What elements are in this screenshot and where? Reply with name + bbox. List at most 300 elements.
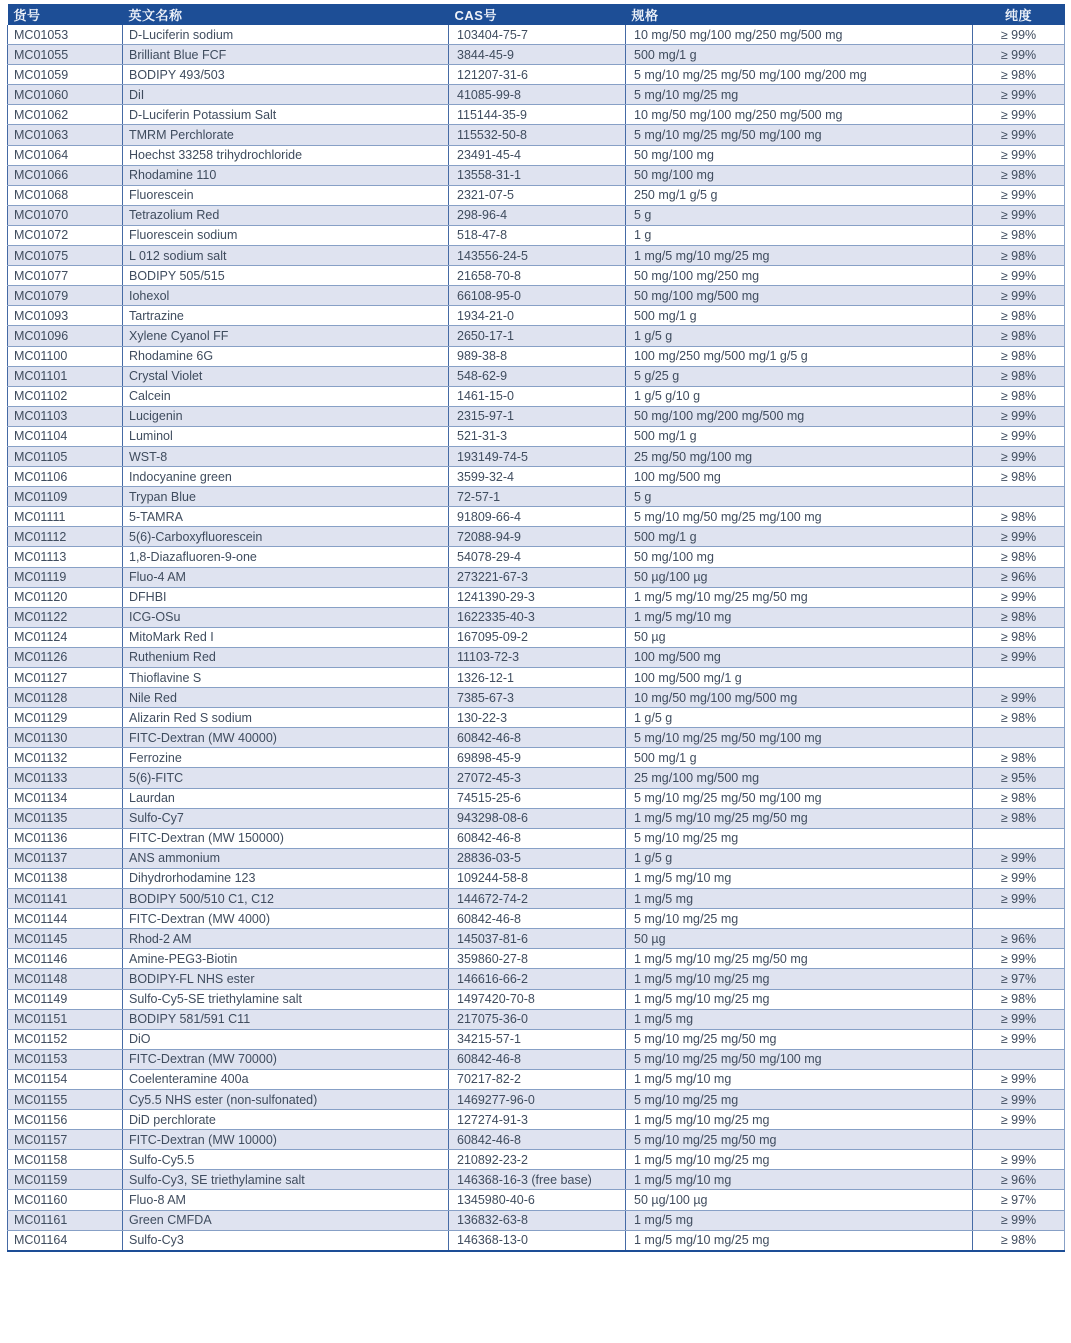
cell-catalog-number: MC01129 <box>8 708 123 728</box>
cell-cas-number: 3599-32-4 <box>449 467 626 487</box>
cell-catalog-number: MC01063 <box>8 125 123 145</box>
cell-purity: ≥ 99% <box>973 185 1065 205</box>
cell-product-name: DiO <box>123 1029 449 1049</box>
cell-cas-number: 193149-74-5 <box>449 446 626 466</box>
cell-cas-number: 21658-70-8 <box>449 266 626 286</box>
cell-catalog-number: MC01132 <box>8 748 123 768</box>
cell-catalog-number: MC01141 <box>8 889 123 909</box>
table-row <box>8 587 1065 607</box>
cell-cas-number: 27072-45-3 <box>449 768 626 788</box>
cell-purity: ≥ 98% <box>973 225 1065 245</box>
product-table <box>7 4 1065 1252</box>
cell-purity: ≥ 98% <box>973 306 1065 326</box>
cell-specification: 25 mg/50 mg/100 mg <box>626 446 973 466</box>
cell-cas-number: 7385-67-3 <box>449 688 626 708</box>
cell-purity: ≥ 99% <box>973 949 1065 969</box>
cell-purity: ≥ 98% <box>973 808 1065 828</box>
cell-product-name: Dihydrorhodamine 123 <box>123 868 449 888</box>
cell-catalog-number: MC01157 <box>8 1130 123 1150</box>
cell-catalog-number: MC01096 <box>8 326 123 346</box>
cell-specification: 5 mg/10 mg/25 mg/50 mg/100 mg/200 mg <box>626 65 973 85</box>
cell-cas-number: 146616-66-2 <box>449 969 626 989</box>
cell-specification: 250 mg/1 g/5 g <box>626 185 973 205</box>
cell-specification: 50 µg/100 µg <box>626 567 973 587</box>
cell-specification: 100 mg/250 mg/500 mg/1 g/5 g <box>626 346 973 366</box>
cell-specification: 5 mg/10 mg/50 mg/25 mg/100 mg <box>626 507 973 527</box>
cell-purity: ≥ 99% <box>973 125 1065 145</box>
cell-cas-number: 144672-74-2 <box>449 889 626 909</box>
cell-cas-number: 943298-08-6 <box>449 808 626 828</box>
cell-product-name: Amine-PEG3-Biotin <box>123 949 449 969</box>
cell-cas-number: 146368-16-3 (free base) <box>449 1170 626 1190</box>
cell-specification: 1 mg/5 mg/10 mg/25 mg/50 mg <box>626 808 973 828</box>
cell-product-name: Rhod-2 AM <box>123 929 449 949</box>
cell-specification: 1 mg/5 mg/10 mg <box>626 1170 973 1190</box>
cell-product-name: Sulfo-Cy3 <box>123 1230 449 1251</box>
cell-cas-number: 54078-29-4 <box>449 547 626 567</box>
table-row <box>8 467 1065 487</box>
cell-catalog-number: MC01113 <box>8 547 123 567</box>
cell-product-name: DFHBI <box>123 587 449 607</box>
cell-purity: ≥ 98% <box>973 788 1065 808</box>
cell-purity: ≥ 99% <box>973 868 1065 888</box>
cell-catalog-number: MC01136 <box>8 828 123 848</box>
cell-product-name: Indocyanine green <box>123 467 449 487</box>
cell-product-name: Sulfo-Cy3, SE triethylamine salt <box>123 1170 449 1190</box>
cell-catalog-number: MC01153 <box>8 1049 123 1069</box>
cell-catalog-number: MC01126 <box>8 647 123 667</box>
table-row <box>8 1049 1065 1069</box>
cell-purity: ≥ 99% <box>973 266 1065 286</box>
cell-cas-number: 989-38-8 <box>449 346 626 366</box>
cell-catalog-number: MC01060 <box>8 85 123 105</box>
cell-catalog-number: MC01102 <box>8 386 123 406</box>
cell-product-name: Tetrazolium Red <box>123 205 449 225</box>
table-row <box>8 828 1065 848</box>
cell-purity: ≥ 98% <box>973 507 1065 527</box>
cell-catalog-number: MC01105 <box>8 446 123 466</box>
cell-specification: 50 µg <box>626 627 973 647</box>
cell-cas-number: 72-57-1 <box>449 487 626 507</box>
cell-product-name: DiD perchlorate <box>123 1110 449 1130</box>
cell-product-name: Crystal Violet <box>123 366 449 386</box>
table-row <box>8 185 1065 205</box>
cell-cas-number: 1461-15-0 <box>449 386 626 406</box>
table-row <box>8 286 1065 306</box>
cell-product-name: Laurdan <box>123 788 449 808</box>
cell-catalog-number: MC01109 <box>8 487 123 507</box>
table-row <box>8 125 1065 145</box>
table-row <box>8 326 1065 346</box>
cell-product-name: ANS ammonium <box>123 848 449 868</box>
cell-specification: 50 mg/100 mg <box>626 547 973 567</box>
cell-product-name: FITC-Dextran (MW 70000) <box>123 1049 449 1069</box>
cell-catalog-number: MC01158 <box>8 1150 123 1170</box>
cell-catalog-number: MC01151 <box>8 1009 123 1029</box>
table-row <box>8 366 1065 386</box>
cell-cas-number: 115532-50-8 <box>449 125 626 145</box>
cell-purity: ≥ 99% <box>973 688 1065 708</box>
cell-catalog-number: MC01155 <box>8 1089 123 1109</box>
cell-specification: 1 mg/5 mg/10 mg/25 mg/50 mg <box>626 587 973 607</box>
cell-catalog-number: MC01104 <box>8 426 123 446</box>
cell-cas-number: 60842-46-8 <box>449 728 626 748</box>
table-row <box>8 25 1065 45</box>
cell-purity: ≥ 97% <box>973 1190 1065 1210</box>
cell-specification: 1 g/5 g <box>626 708 973 728</box>
table-header-row <box>8 4 1065 25</box>
cell-specification: 10 mg/50 mg/100 mg/500 mg <box>626 688 973 708</box>
cell-catalog-number: MC01077 <box>8 266 123 286</box>
cell-product-name: 5-TAMRA <box>123 507 449 527</box>
cell-catalog-number: MC01064 <box>8 145 123 165</box>
cell-specification: 5 mg/10 mg/25 mg/50 mg/100 mg <box>626 1049 973 1069</box>
table-row <box>8 386 1065 406</box>
table-row <box>8 1230 1065 1251</box>
cell-cas-number: 1326-12-1 <box>449 668 626 688</box>
table-row <box>8 145 1065 165</box>
cell-purity: ≥ 98% <box>973 386 1065 406</box>
table-row <box>8 225 1065 245</box>
cell-product-name: Rhodamine 110 <box>123 165 449 185</box>
cell-catalog-number: MC01164 <box>8 1230 123 1251</box>
table-row <box>8 65 1065 85</box>
table-row <box>8 688 1065 708</box>
cell-purity: ≥ 98% <box>973 467 1065 487</box>
cell-product-name: Lucigenin <box>123 406 449 426</box>
cell-catalog-number: MC01144 <box>8 909 123 929</box>
cell-specification: 1 mg/5 mg <box>626 889 973 909</box>
cell-product-name: FITC-Dextran (MW 10000) <box>123 1130 449 1150</box>
cell-catalog-number: MC01119 <box>8 567 123 587</box>
cell-cas-number: 72088-94-9 <box>449 527 626 547</box>
cell-specification: 1 mg/5 mg/10 mg <box>626 868 973 888</box>
cell-purity: ≥ 98% <box>973 246 1065 266</box>
table-row <box>8 1069 1065 1089</box>
cell-catalog-number: MC01075 <box>8 246 123 266</box>
cell-product-name: MitoMark Red I <box>123 627 449 647</box>
cell-product-name: Trypan Blue <box>123 487 449 507</box>
cell-specification: 5 mg/10 mg/25 mg <box>626 828 973 848</box>
cell-catalog-number: MC01149 <box>8 989 123 1009</box>
cell-specification: 1 mg/5 mg/10 mg/25 mg <box>626 1110 973 1130</box>
table-row <box>8 607 1065 627</box>
cell-specification: 50 mg/100 mg/200 mg/500 mg <box>626 406 973 426</box>
cell-specification: 5 g/25 g <box>626 366 973 386</box>
cell-product-name: BODIPY 493/503 <box>123 65 449 85</box>
cell-purity: ≥ 96% <box>973 567 1065 587</box>
cell-catalog-number: MC01053 <box>8 25 123 45</box>
cell-product-name: 5(6)-Carboxyfluorescein <box>123 527 449 547</box>
cell-cas-number: 1497420-70-8 <box>449 989 626 1009</box>
cell-catalog-number: MC01145 <box>8 929 123 949</box>
cell-cas-number: 66108-95-0 <box>449 286 626 306</box>
cell-purity: ≥ 95% <box>973 768 1065 788</box>
cell-specification: 100 mg/500 mg <box>626 647 973 667</box>
cell-product-name: ICG-OSu <box>123 607 449 627</box>
cell-purity <box>973 487 1065 507</box>
cell-product-name: D-Luciferin sodium <box>123 25 449 45</box>
cell-catalog-number: MC01152 <box>8 1029 123 1049</box>
cell-cas-number: 60842-46-8 <box>449 1130 626 1150</box>
cell-specification: 5 g <box>626 205 973 225</box>
cell-catalog-number: MC01062 <box>8 105 123 125</box>
cell-purity: ≥ 99% <box>973 1009 1065 1029</box>
cell-specification: 10 mg/50 mg/100 mg/250 mg/500 mg <box>626 25 973 45</box>
cell-specification: 1 mg/5 mg/10 mg/25 mg <box>626 1230 973 1251</box>
cell-product-name: Luminol <box>123 426 449 446</box>
table-row <box>8 306 1065 326</box>
table-row <box>8 748 1065 768</box>
table-row <box>8 668 1065 688</box>
cell-product-name: L 012 sodium salt <box>123 246 449 266</box>
cell-product-name: BODIPY 505/515 <box>123 266 449 286</box>
cell-catalog-number: MC01068 <box>8 185 123 205</box>
cell-specification: 5 mg/10 mg/25 mg <box>626 85 973 105</box>
table-row <box>8 989 1065 1009</box>
cell-purity: ≥ 96% <box>973 929 1065 949</box>
cell-purity: ≥ 99% <box>973 848 1065 868</box>
cell-specification: 1 mg/5 mg/10 mg <box>626 1069 973 1089</box>
cell-product-name: Hoechst 33258 trihydrochloride <box>123 145 449 165</box>
cell-catalog-number: MC01133 <box>8 768 123 788</box>
cell-catalog-number: MC01122 <box>8 607 123 627</box>
cell-purity: ≥ 98% <box>973 708 1065 728</box>
table-row <box>8 346 1065 366</box>
cell-catalog-number: MC01148 <box>8 969 123 989</box>
cell-cas-number: 91809-66-4 <box>449 507 626 527</box>
cell-catalog-number: MC01106 <box>8 467 123 487</box>
cell-cas-number: 1241390-29-3 <box>449 587 626 607</box>
cell-product-name: Sulfo-Cy7 <box>123 808 449 828</box>
cell-catalog-number: MC01120 <box>8 587 123 607</box>
cell-specification: 50 mg/100 mg <box>626 145 973 165</box>
cell-specification: 500 mg/1 g <box>626 45 973 65</box>
table-row <box>8 527 1065 547</box>
table-row <box>8 246 1065 266</box>
cell-catalog-number: MC01072 <box>8 225 123 245</box>
cell-cas-number: 34215-57-1 <box>449 1029 626 1049</box>
cell-product-name: FITC-Dextran (MW 4000) <box>123 909 449 929</box>
cell-product-name: Thioflavine S <box>123 668 449 688</box>
cell-specification: 5 mg/10 mg/25 mg/50 mg/100 mg <box>626 728 973 748</box>
table-row <box>8 627 1065 647</box>
cell-cas-number: 74515-25-6 <box>449 788 626 808</box>
cell-specification: 1 mg/5 mg/10 mg/25 mg <box>626 1150 973 1170</box>
cell-specification: 5 mg/10 mg/25 mg/50 mg/100 mg <box>626 125 973 145</box>
cell-product-name: Tartrazine <box>123 306 449 326</box>
cell-product-name: Sulfo-Cy5-SE triethylamine salt <box>123 989 449 1009</box>
table-row <box>8 808 1065 828</box>
table-row <box>8 949 1065 969</box>
cell-specification: 100 mg/500 mg/1 g <box>626 668 973 688</box>
cell-purity: ≥ 98% <box>973 989 1065 1009</box>
cell-purity <box>973 1049 1065 1069</box>
cell-product-name: Fluorescein <box>123 185 449 205</box>
table-row <box>8 1210 1065 1230</box>
cell-cas-number: 210892-23-2 <box>449 1150 626 1170</box>
cell-catalog-number: MC01055 <box>8 45 123 65</box>
cell-purity: ≥ 99% <box>973 1089 1065 1109</box>
table-row <box>8 647 1065 667</box>
cell-purity: ≥ 98% <box>973 627 1065 647</box>
cell-specification: 1 mg/5 mg/10 mg/25 mg <box>626 246 973 266</box>
cell-cas-number: 11103-72-3 <box>449 647 626 667</box>
cell-specification: 1 mg/5 mg/10 mg <box>626 607 973 627</box>
cell-product-name: Ruthenium Red <box>123 647 449 667</box>
table-row <box>8 507 1065 527</box>
cell-catalog-number: MC01059 <box>8 65 123 85</box>
cell-cas-number: 13558-31-1 <box>449 165 626 185</box>
table-row <box>8 446 1065 466</box>
cell-cas-number: 28836-03-5 <box>449 848 626 868</box>
cell-purity: ≥ 98% <box>973 547 1065 567</box>
cell-purity <box>973 828 1065 848</box>
cell-specification: 1 g/5 g <box>626 848 973 868</box>
table-row <box>8 848 1065 868</box>
cell-product-name: Iohexol <box>123 286 449 306</box>
cell-cas-number: 69898-45-9 <box>449 748 626 768</box>
cell-product-name: FITC-Dextran (MW 40000) <box>123 728 449 748</box>
cell-purity: ≥ 99% <box>973 889 1065 909</box>
col-header-specification: 规格 <box>626 4 973 25</box>
cell-product-name: Coelenteramine 400a <box>123 1069 449 1089</box>
cell-cas-number: 273221-67-3 <box>449 567 626 587</box>
cell-catalog-number: MC01135 <box>8 808 123 828</box>
cell-cas-number: 136832-63-8 <box>449 1210 626 1230</box>
cell-product-name: Alizarin Red S sodium <box>123 708 449 728</box>
cell-purity: ≥ 99% <box>973 145 1065 165</box>
table-row <box>8 1130 1065 1150</box>
cell-specification: 1 g/5 g/10 g <box>626 386 973 406</box>
cell-purity: ≥ 99% <box>973 527 1065 547</box>
cell-purity: ≥ 99% <box>973 426 1065 446</box>
cell-catalog-number: MC01093 <box>8 306 123 326</box>
cell-cas-number: 103404-75-7 <box>449 25 626 45</box>
cell-cas-number: 146368-13-0 <box>449 1230 626 1251</box>
table-row <box>8 567 1065 587</box>
cell-product-name: 5(6)-FITC <box>123 768 449 788</box>
cell-purity: ≥ 99% <box>973 85 1065 105</box>
cell-purity: ≥ 98% <box>973 346 1065 366</box>
cell-catalog-number: MC01146 <box>8 949 123 969</box>
cell-specification: 100 mg/500 mg <box>626 467 973 487</box>
table-row <box>8 708 1065 728</box>
cell-cas-number: 1934-21-0 <box>449 306 626 326</box>
cell-catalog-number: MC01100 <box>8 346 123 366</box>
cell-product-name: Xylene Cyanol FF <box>123 326 449 346</box>
cell-cas-number: 359860-27-8 <box>449 949 626 969</box>
cell-purity: ≥ 99% <box>973 45 1065 65</box>
cell-specification: 5 mg/10 mg/25 mg <box>626 1089 973 1109</box>
cell-cas-number: 548-62-9 <box>449 366 626 386</box>
cell-cas-number: 2650-17-1 <box>449 326 626 346</box>
cell-catalog-number: MC01079 <box>8 286 123 306</box>
cell-catalog-number: MC01111 <box>8 507 123 527</box>
cell-product-name: Fluorescein sodium <box>123 225 449 245</box>
cell-product-name: TMRM Perchlorate <box>123 125 449 145</box>
cell-purity <box>973 1130 1065 1150</box>
cell-cas-number: 3844-45-9 <box>449 45 626 65</box>
cell-specification: 5 mg/10 mg/25 mg/50 mg <box>626 1130 973 1150</box>
cell-cas-number: 127274-91-3 <box>449 1110 626 1130</box>
cell-product-name: Sulfo-Cy5.5 <box>123 1150 449 1170</box>
table-row <box>8 909 1065 929</box>
cell-product-name: WST-8 <box>123 446 449 466</box>
cell-catalog-number: MC01154 <box>8 1069 123 1089</box>
cell-cas-number: 130-22-3 <box>449 708 626 728</box>
cell-purity: ≥ 96% <box>973 1170 1065 1190</box>
cell-product-name: BODIPY 581/591 C11 <box>123 1009 449 1029</box>
cell-cas-number: 298-96-4 <box>449 205 626 225</box>
cell-purity: ≥ 99% <box>973 1029 1065 1049</box>
table-row <box>8 165 1065 185</box>
cell-product-name: Nile Red <box>123 688 449 708</box>
cell-product-name: BODIPY 500/510 C1, C12 <box>123 889 449 909</box>
cell-purity: ≥ 98% <box>973 326 1065 346</box>
table-row <box>8 788 1065 808</box>
cell-specification: 50 mg/100 mg <box>626 165 973 185</box>
cell-specification: 1 g/5 g <box>626 326 973 346</box>
cell-catalog-number: MC01128 <box>8 688 123 708</box>
cell-product-name: DiI <box>123 85 449 105</box>
cell-purity: ≥ 98% <box>973 1230 1065 1251</box>
cell-catalog-number: MC01124 <box>8 627 123 647</box>
cell-cas-number: 145037-81-6 <box>449 929 626 949</box>
table-row <box>8 487 1065 507</box>
table-row <box>8 1150 1065 1170</box>
cell-purity: ≥ 99% <box>973 1150 1065 1170</box>
cell-specification: 50 µg/100 µg <box>626 1190 973 1210</box>
cell-specification: 1 mg/5 mg/10 mg/25 mg <box>626 989 973 1009</box>
cell-specification: 5 mg/10 mg/25 mg/50 mg <box>626 1029 973 1049</box>
cell-product-name: 1,8-Diazafluoren-9-one <box>123 547 449 567</box>
cell-cas-number: 167095-09-2 <box>449 627 626 647</box>
cell-specification: 500 mg/1 g <box>626 426 973 446</box>
table-row <box>8 929 1065 949</box>
cell-specification: 1 mg/5 mg <box>626 1009 973 1029</box>
table-row <box>8 1170 1065 1190</box>
cell-cas-number: 1469277-96-0 <box>449 1089 626 1109</box>
table-row <box>8 1009 1065 1029</box>
table-row <box>8 868 1065 888</box>
cell-purity: ≥ 98% <box>973 165 1065 185</box>
table-row <box>8 768 1065 788</box>
table-row <box>8 45 1065 65</box>
cell-catalog-number: MC01160 <box>8 1190 123 1210</box>
cell-product-name: Cy5.5 NHS ester (non-sulfonated) <box>123 1089 449 1109</box>
cell-purity <box>973 728 1065 748</box>
cell-product-name: Ferrozine <box>123 748 449 768</box>
cell-cas-number: 1622335-40-3 <box>449 607 626 627</box>
cell-cas-number: 60842-46-8 <box>449 909 626 929</box>
cell-specification: 50 mg/100 mg/250 mg <box>626 266 973 286</box>
table-body <box>8 25 1065 1251</box>
table-row <box>8 889 1065 909</box>
cell-specification: 10 mg/50 mg/100 mg/250 mg/500 mg <box>626 105 973 125</box>
cell-specification: 1 g <box>626 225 973 245</box>
cell-catalog-number: MC01070 <box>8 205 123 225</box>
cell-cas-number: 217075-36-0 <box>449 1009 626 1029</box>
cell-purity <box>973 668 1065 688</box>
cell-cas-number: 70217-82-2 <box>449 1069 626 1089</box>
cell-catalog-number: MC01137 <box>8 848 123 868</box>
table-row <box>8 426 1065 446</box>
cell-purity: ≥ 99% <box>973 587 1065 607</box>
cell-product-name: Calcein <box>123 386 449 406</box>
table-row <box>8 205 1065 225</box>
cell-purity: ≥ 98% <box>973 607 1065 627</box>
